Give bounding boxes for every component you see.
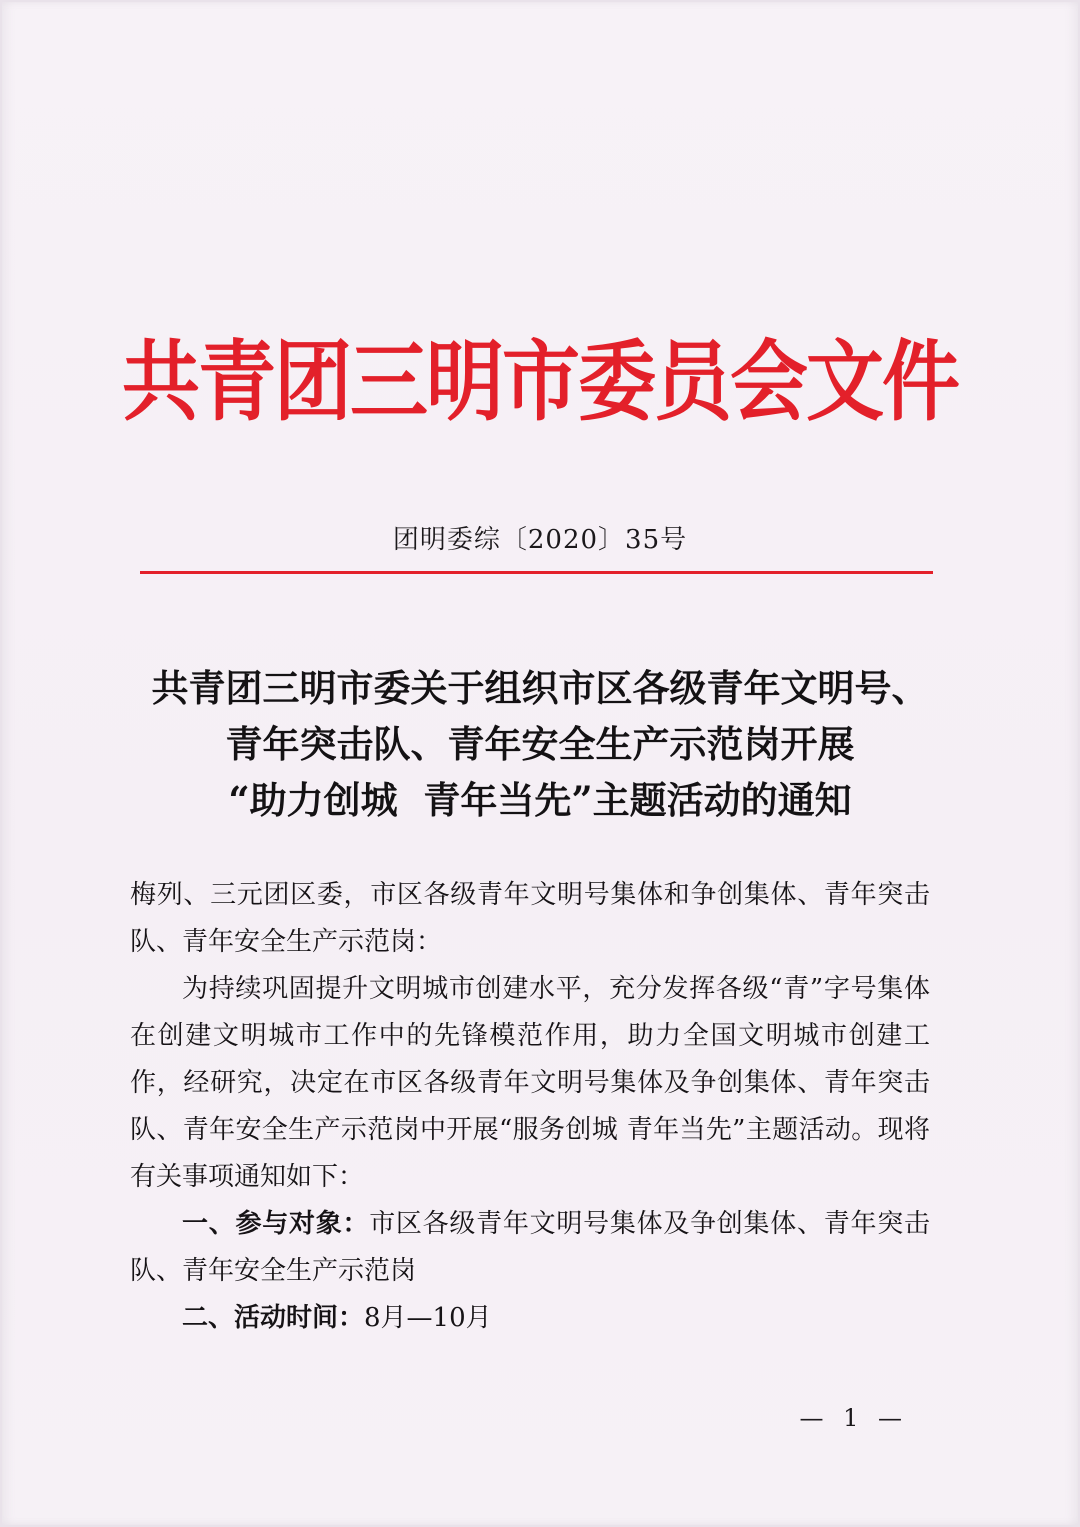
section-participants-heading: 一、参与对象： <box>182 1209 370 1239</box>
page-number: — 1 — <box>799 1404 908 1432</box>
section-participants <box>130 1201 930 1295</box>
section-time <box>130 1295 930 1342</box>
section-participants-text: 市区各级青年文明号集体及争创集体、青年突击队、青年安全生产示范岗 <box>130 1209 930 1286</box>
notice-title-line-2: 青年突击队、青年安全生产示范岗开展 <box>225 722 855 766</box>
document-body <box>130 872 930 1342</box>
section-time-text: 8月—10月 <box>364 1303 492 1333</box>
document-header-title: 共青团三明市委员会文件 <box>121 332 958 434</box>
notice-title <box>60 660 1020 828</box>
document-number: 团明委综〔2020〕35号 <box>392 525 688 555</box>
intro-paragraph: 为持续巩固提升文明城市创建水平，充分发挥各级“青”字号集体在创建文明城市工作中的先锋模范作用，助力全国文明城市创建工作，经研究，决定在市区各级青年文明号集体及争创集体、青年突击队、青年安全生产示范岗中开展“服务创城 青年当先”主题活动。现将有关事项通知如下： <box>130 974 930 1192</box>
red-divider-line <box>140 571 933 574</box>
notice-title-line-1: 共青团三明市委关于组织市区各级青年文明号、 <box>151 666 929 710</box>
salutation: 梅列、三元团区委，市区各级青年文明号集体和争创集体、青年突击队、青年安全生产示范岗： <box>130 880 930 957</box>
section-time-heading: 二、活动时间： <box>182 1303 365 1333</box>
notice-title-line-3: “助力创城 青年当先”主题活动的通知 <box>228 778 852 822</box>
